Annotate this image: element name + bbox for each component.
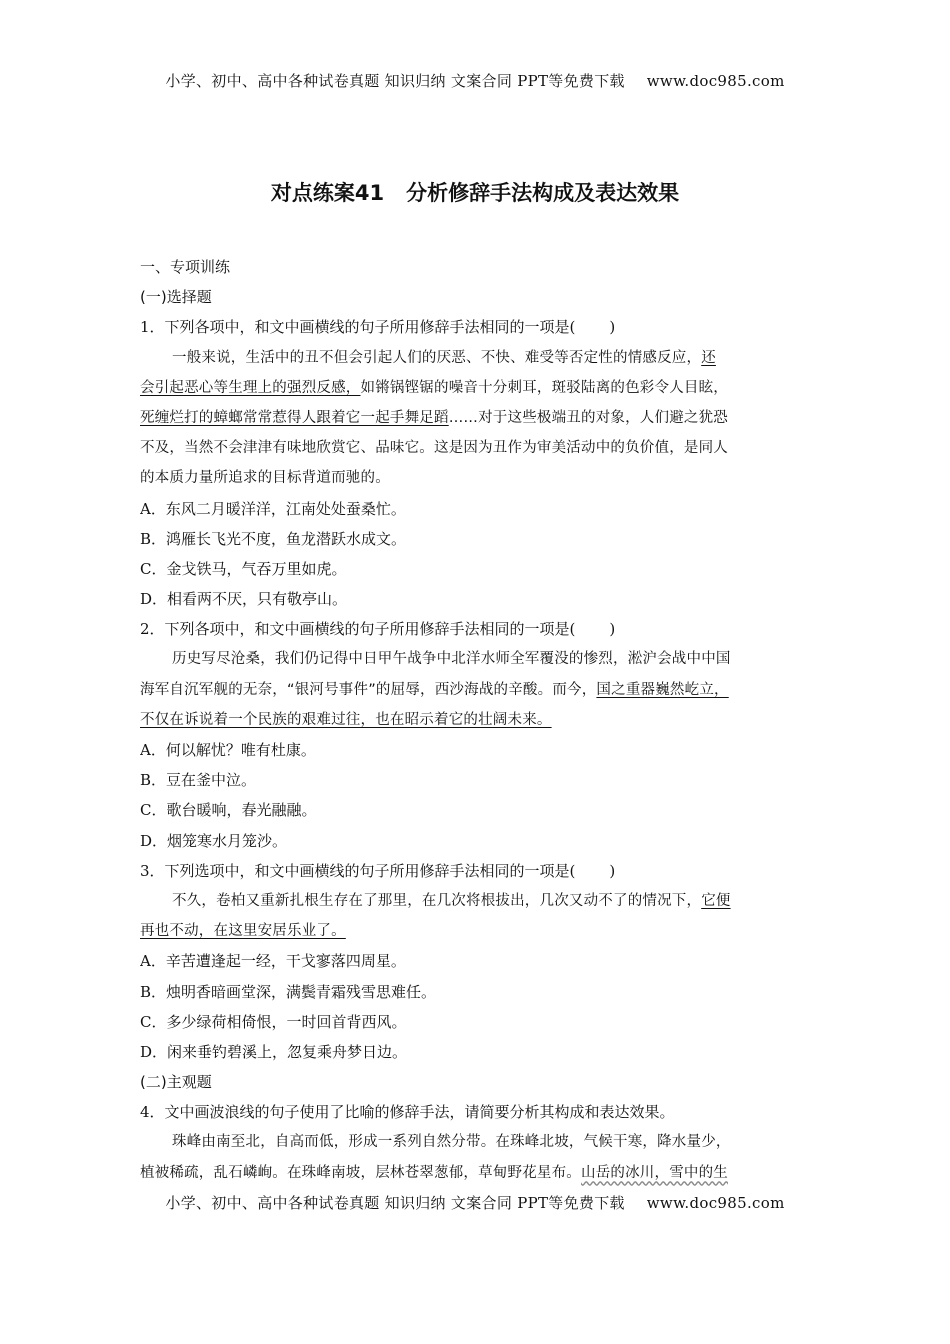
header-url[interactable]: www.doc985.com (646, 72, 785, 90)
footer-url[interactable]: www.doc985.com (646, 1194, 785, 1212)
q2-option-c[interactable]: C．歌台暖响，春光融融。 (140, 801, 317, 820)
question-4: 4．文中画波浪线的句子使用了比喻的修辞手法，请简要分析其构成和表达效果。 (140, 1103, 675, 1122)
subsection-choice: (一)选择题 (140, 288, 212, 307)
question-1-passage: 一般来说，生活中的丑不但会引起人们的厌恶、不快、难受等否定性的情感反应，还 会引起恶心等生理上的强烈反感，如锵锅铿锯的噪音十分刺耳，斑驳陆离的色彩令人目眩， 死缠烂打的蟑螂常常惹得人跟着它一起手舞足蹈……对于这些极端丑的对象，人们避之犹恐 不及，当然不会津津有味地欣赏它、品味它。这是因为丑作为审美活动中的负价值，是同人 的本质力量所追求的目标背道而驰的。 (140, 349, 729, 487)
q2-option-b[interactable]: B．豆在釜中泣。 (140, 771, 257, 790)
q1-option-c[interactable]: C．金戈铁马，气吞万里如虎。 (140, 559, 347, 578)
q3-option-a[interactable]: A．辛苦遭逢起一经，干戈寥落四周星。 (140, 952, 406, 971)
q3-option-b[interactable]: B．烛明香暗画堂深，满鬓青霜残雪思难任。 (140, 982, 437, 1001)
subsection-subjective: (二)主观题 (140, 1073, 212, 1092)
question-2: 2．下列各项中，和文中画横线的句子所用修辞手法相同的一项是( ) (140, 620, 616, 639)
q1-option-d[interactable]: D．相看两不厌，只有敬亭山。 (140, 590, 348, 609)
question-3-passage: 不久，卷柏又重新扎根生存在了那里，在几次将根拔出，几次又动不了的情况下，它便 再也不动，在这里安居乐业了。 (140, 892, 731, 940)
title-topic: 分析修辞手法构成及表达效果 (406, 181, 680, 205)
q2-option-d[interactable]: D．烟笼寒水月笼沙。 (140, 831, 288, 850)
exercise-content (140, 252, 812, 1188)
q1-option-a[interactable]: A．东风二月暖洋洋，江南处处蚕桑忙。 (140, 499, 406, 518)
footer-text: 小学、初中、高中各种试卷真题 知识归纳 文案合同 PPT等免费下载 (165, 1194, 625, 1212)
title-number: 对点练案41 (270, 181, 385, 205)
q1-option-b[interactable]: B．鸿雁长飞光不度，鱼龙潜跃水成文。 (140, 529, 407, 548)
q2-option-a[interactable]: A．何以解忧？唯有杜康。 (140, 741, 316, 759)
page-header (0, 70, 950, 91)
question-2-passage: 历史写尽沧桑，我们仍记得中日甲午战争中北洋水师全军覆没的惨烈，淞沪会战中中国 海军自沉军舰的无奈，“银河号事件”的屈辱，西沙海战的辛酸。而今，国之重器巍然屹立， 不仅在诉说着一个民族的艰难过往，也在昭示着它的壮阔未来。 (140, 651, 731, 728)
header-text: 小学、初中、高中各种试卷真题 知识归纳 文案合同 PPT等免费下载 (165, 72, 625, 90)
page-title (0, 177, 950, 207)
q3-option-c[interactable]: C．多少绿荷相倚恨，一时回首背西风。 (140, 1012, 407, 1031)
page-footer (0, 1192, 950, 1213)
section-heading: 一、专项训练 (140, 258, 231, 276)
question-1: 1．下列各项中，和文中画横线的句子所用修辞手法相同的一项是( ) (140, 318, 616, 337)
q3-option-d[interactable]: D．闲来垂钓碧溪上，忽复乘舟梦日边。 (140, 1042, 408, 1061)
question-3: 3．下列选项中，和文中画横线的句子所用修辞手法相同的一项是( ) (140, 861, 616, 880)
question-4-passage: 珠峰由南至北，自高而低，形成一系列自然分带。在珠峰北坡，气候干寒，降水量少， 植被稀疏，乱石嶙峋。在珠峰南坡，层林苍翠葱郁，草甸野花星布。山岳的冰川，雪中的生 (140, 1134, 731, 1181)
